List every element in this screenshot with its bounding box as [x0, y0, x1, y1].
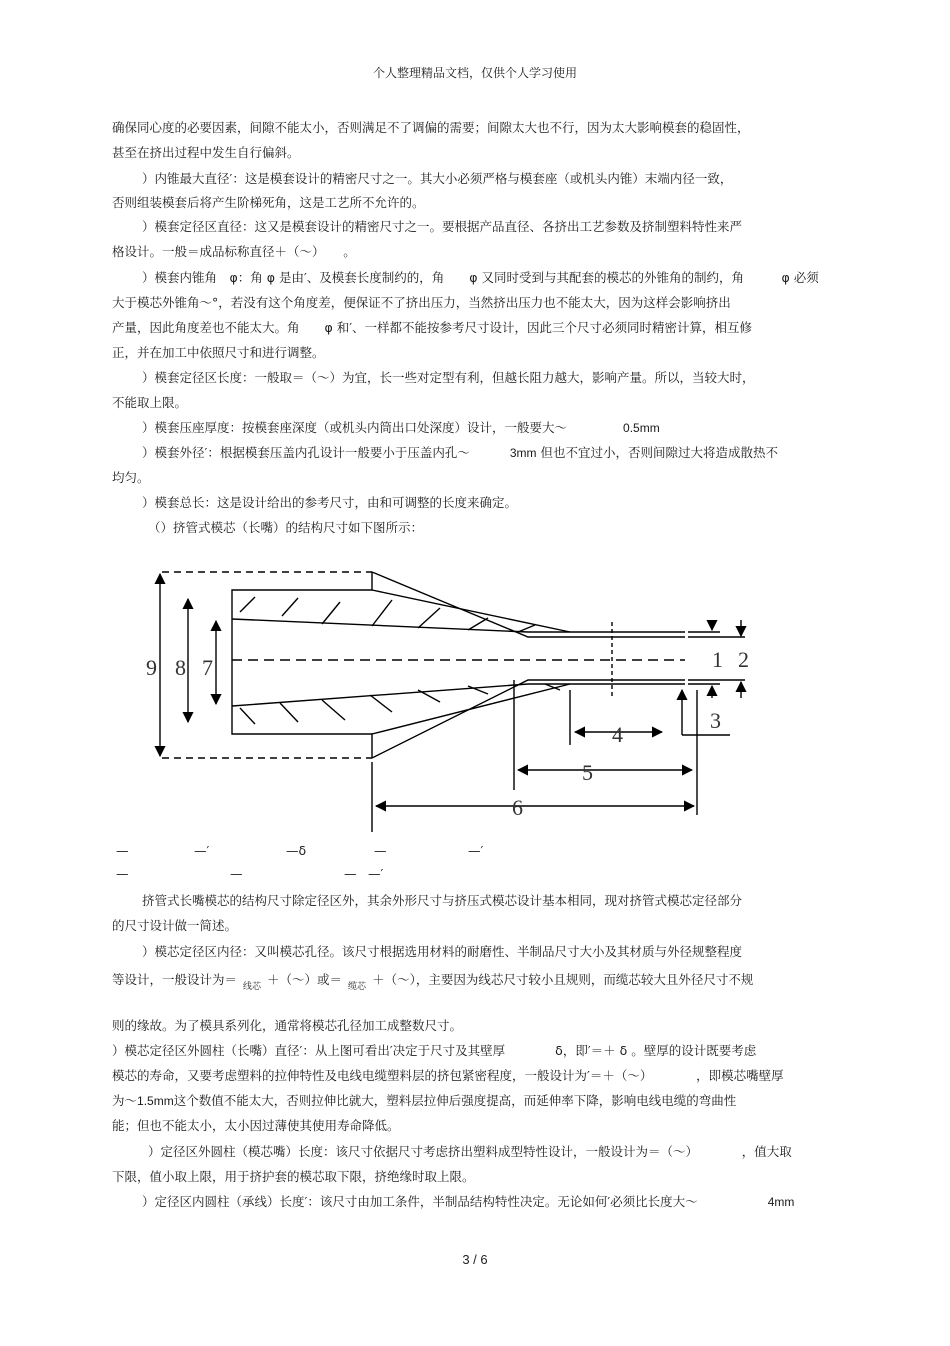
text-line: ）模套定径区直径：这又是模套设计的精密尺寸之一。要根据产品直径、各挤出工艺参数及挤制塑料特性来严 [142, 219, 743, 234]
text-line: 不能取上限。 [112, 395, 188, 410]
text-segment: ＋（～）或＝ [267, 972, 343, 987]
text-line: 能；但也不能太小，太小因过薄使其使用寿命降低。 [112, 1118, 400, 1133]
value-press-seat: 0.5mm [623, 421, 660, 435]
text-line: 格设计。一般＝成品标称直径＋（～） 。 [112, 244, 356, 259]
text-segment: 但也不宜过小，否则间隙过大将造成散热不 [540, 445, 779, 460]
text-line: 甚至在挤出过程中发生自行偏斜。 [112, 145, 300, 160]
die-core-diagram [120, 542, 760, 842]
text-line: 否则组装模套后将产生阶梯死角，这是工艺所不允许的。 [112, 195, 425, 210]
text-line: ）模套定径区长度：一般取＝（～）为宜，长一些对定型有利，但越长阻力越大，影响产量。所以，当较大时， [142, 370, 755, 385]
dim-label-1: 1 [712, 647, 723, 672]
subscript-wire: 线芯 [243, 982, 262, 992]
dim-label-9: 9 [146, 655, 157, 680]
dim-label-7: 7 [202, 655, 213, 680]
formula-item: — [374, 843, 387, 858]
text-segment: ）定径区内圆柱（承线）长度′：该尺寸由加工条件，半制品结构特性决定。无论如何′必须比长度大～ [142, 1194, 698, 1209]
dim-label-4: 4 [612, 722, 623, 747]
text-segment: ）模套压座厚度：按模套座深度（或机头内筒出口处深度）设计，一般要大～ [142, 420, 568, 435]
text-line: ）模套内锥角 φ：角 φ 是由′、及模套长度制约的，角 φ 又同时受到与其配套的模芯的外锥角的制约，角 φ 必须 [142, 270, 819, 285]
value-outer-dia: 3mm [509, 446, 537, 460]
dim-label-8: 8 [175, 655, 186, 680]
formula-item: —δ [286, 843, 307, 858]
text-line [142, 420, 660, 436]
text-line: ）模芯定径区外圆柱（长嘴）直径′：从上图可看出′决定于尺寸及其壁厚 δ，即′＝＋ δ 。壁厚的设计既要考虑 [112, 1043, 757, 1058]
text-line: 正，并在加工中依照尺寸和进行调整。 [112, 345, 325, 360]
dim-label-5: 5 [582, 760, 593, 785]
formula-item: — [116, 866, 129, 881]
text-line: 确保同心度的必要因素，间隙不能太小，否则满足不了调偏的需要；间隙太大也不行，因为太大影响模套的稳固性， [112, 120, 750, 135]
text-line: ）模芯定径区内径：又叫模芯孔径。该尺寸根据选用材料的耐磨性、半制品尺寸大小及其材质与外径规整程度 [142, 944, 743, 959]
text-line: （）挤管式模芯（长嘴）的结构尺寸如下图所示： [148, 520, 424, 535]
formula-item: — [116, 843, 129, 858]
text-line [112, 972, 753, 990]
text-line [112, 1093, 736, 1109]
formula-item: —′ [468, 843, 484, 858]
text-segment: ）模套外径′：根据模套压盖内孔设计一般要小于压盖内孔～ [142, 445, 470, 460]
text-line: ）内锥最大直径′：这是模套设计的精密尺寸之一。其大小必须严格与模套座（或机头内锥）末端内径一致， [142, 171, 733, 186]
text-line: 产量，因此角度差也不能太大。角 φ 和′、一样都不能按参考尺寸设计，因此三个尺寸必须同时精密计算，相互修 [112, 320, 753, 335]
text-line [142, 1194, 794, 1210]
formula-item: —′ [368, 866, 384, 881]
text-line [142, 445, 778, 461]
text-segment: 为～ [112, 1093, 138, 1108]
dim-label-3: 3 [710, 708, 721, 733]
text-line: 的尺寸设计做一简述。 [112, 918, 238, 933]
text-line: 均匀。 [112, 470, 150, 485]
text-segment: 等设计，一般设计为＝ [112, 972, 238, 987]
text-line: ）定径区外圆柱（模芯嘴）长度：该尺寸依据尺寸考虑挤出塑料成型特性设计，一般设计为＝（～） ，值大取 [148, 1144, 792, 1159]
page-header: 个人整理精品文档，仅供个人学习使用 [372, 66, 577, 80]
text-line: 大于模芯外锥角～°，若没有这个角度差，便保证不了挤出压力，当然挤出压力也不能太大，因为这样会影响挤出 [112, 295, 731, 310]
text-segment: ＋（～），主要因为线芯尺寸较小且规则，而缆芯较大且外径尺寸不规 [372, 972, 754, 987]
formula-item: — [230, 866, 243, 881]
dim-label-6: 6 [512, 795, 523, 820]
dim-label-2: 2 [738, 647, 749, 672]
text-line: 下限，值小取上限，用于挤护套的模芯取下限，挤绝缘时取上限。 [112, 1169, 475, 1184]
text-line: 挤管式长嘴模芯的结构尺寸除定径区外，其余外形尺寸与挤压式模芯设计基本相同，现对挤管式模芯定径部分 [142, 893, 743, 908]
formula-item: — [344, 866, 357, 881]
formula-item: —′ [194, 843, 210, 858]
page-number: 3 / 6 [462, 1252, 488, 1267]
text-line: ）模套总长：这是设计给出的参考尺寸，由和可调整的长度来确定。 [142, 495, 518, 510]
value-length: 4mm [767, 1195, 795, 1209]
subscript-cable: 缆芯 [348, 982, 367, 992]
text-line: 则的缘故。为了模具系列化，通常将模芯孔径加工成整数尺寸。 [112, 1018, 463, 1033]
text-line: 模芯的寿命，又要考虑塑料的拉伸特性及电线电缆塑料层的挤包紧密程度，一般设计为′＝＋（～） ，即模芯嘴壁厚 [112, 1068, 784, 1083]
value-thickness: 1.5mm [137, 1094, 174, 1108]
text-segment: 这个数值不能太大，否则拉伸比就大，塑料层拉伸后强度提高，而延伸率下降，影响电线电缆的弯曲性 [173, 1093, 737, 1108]
